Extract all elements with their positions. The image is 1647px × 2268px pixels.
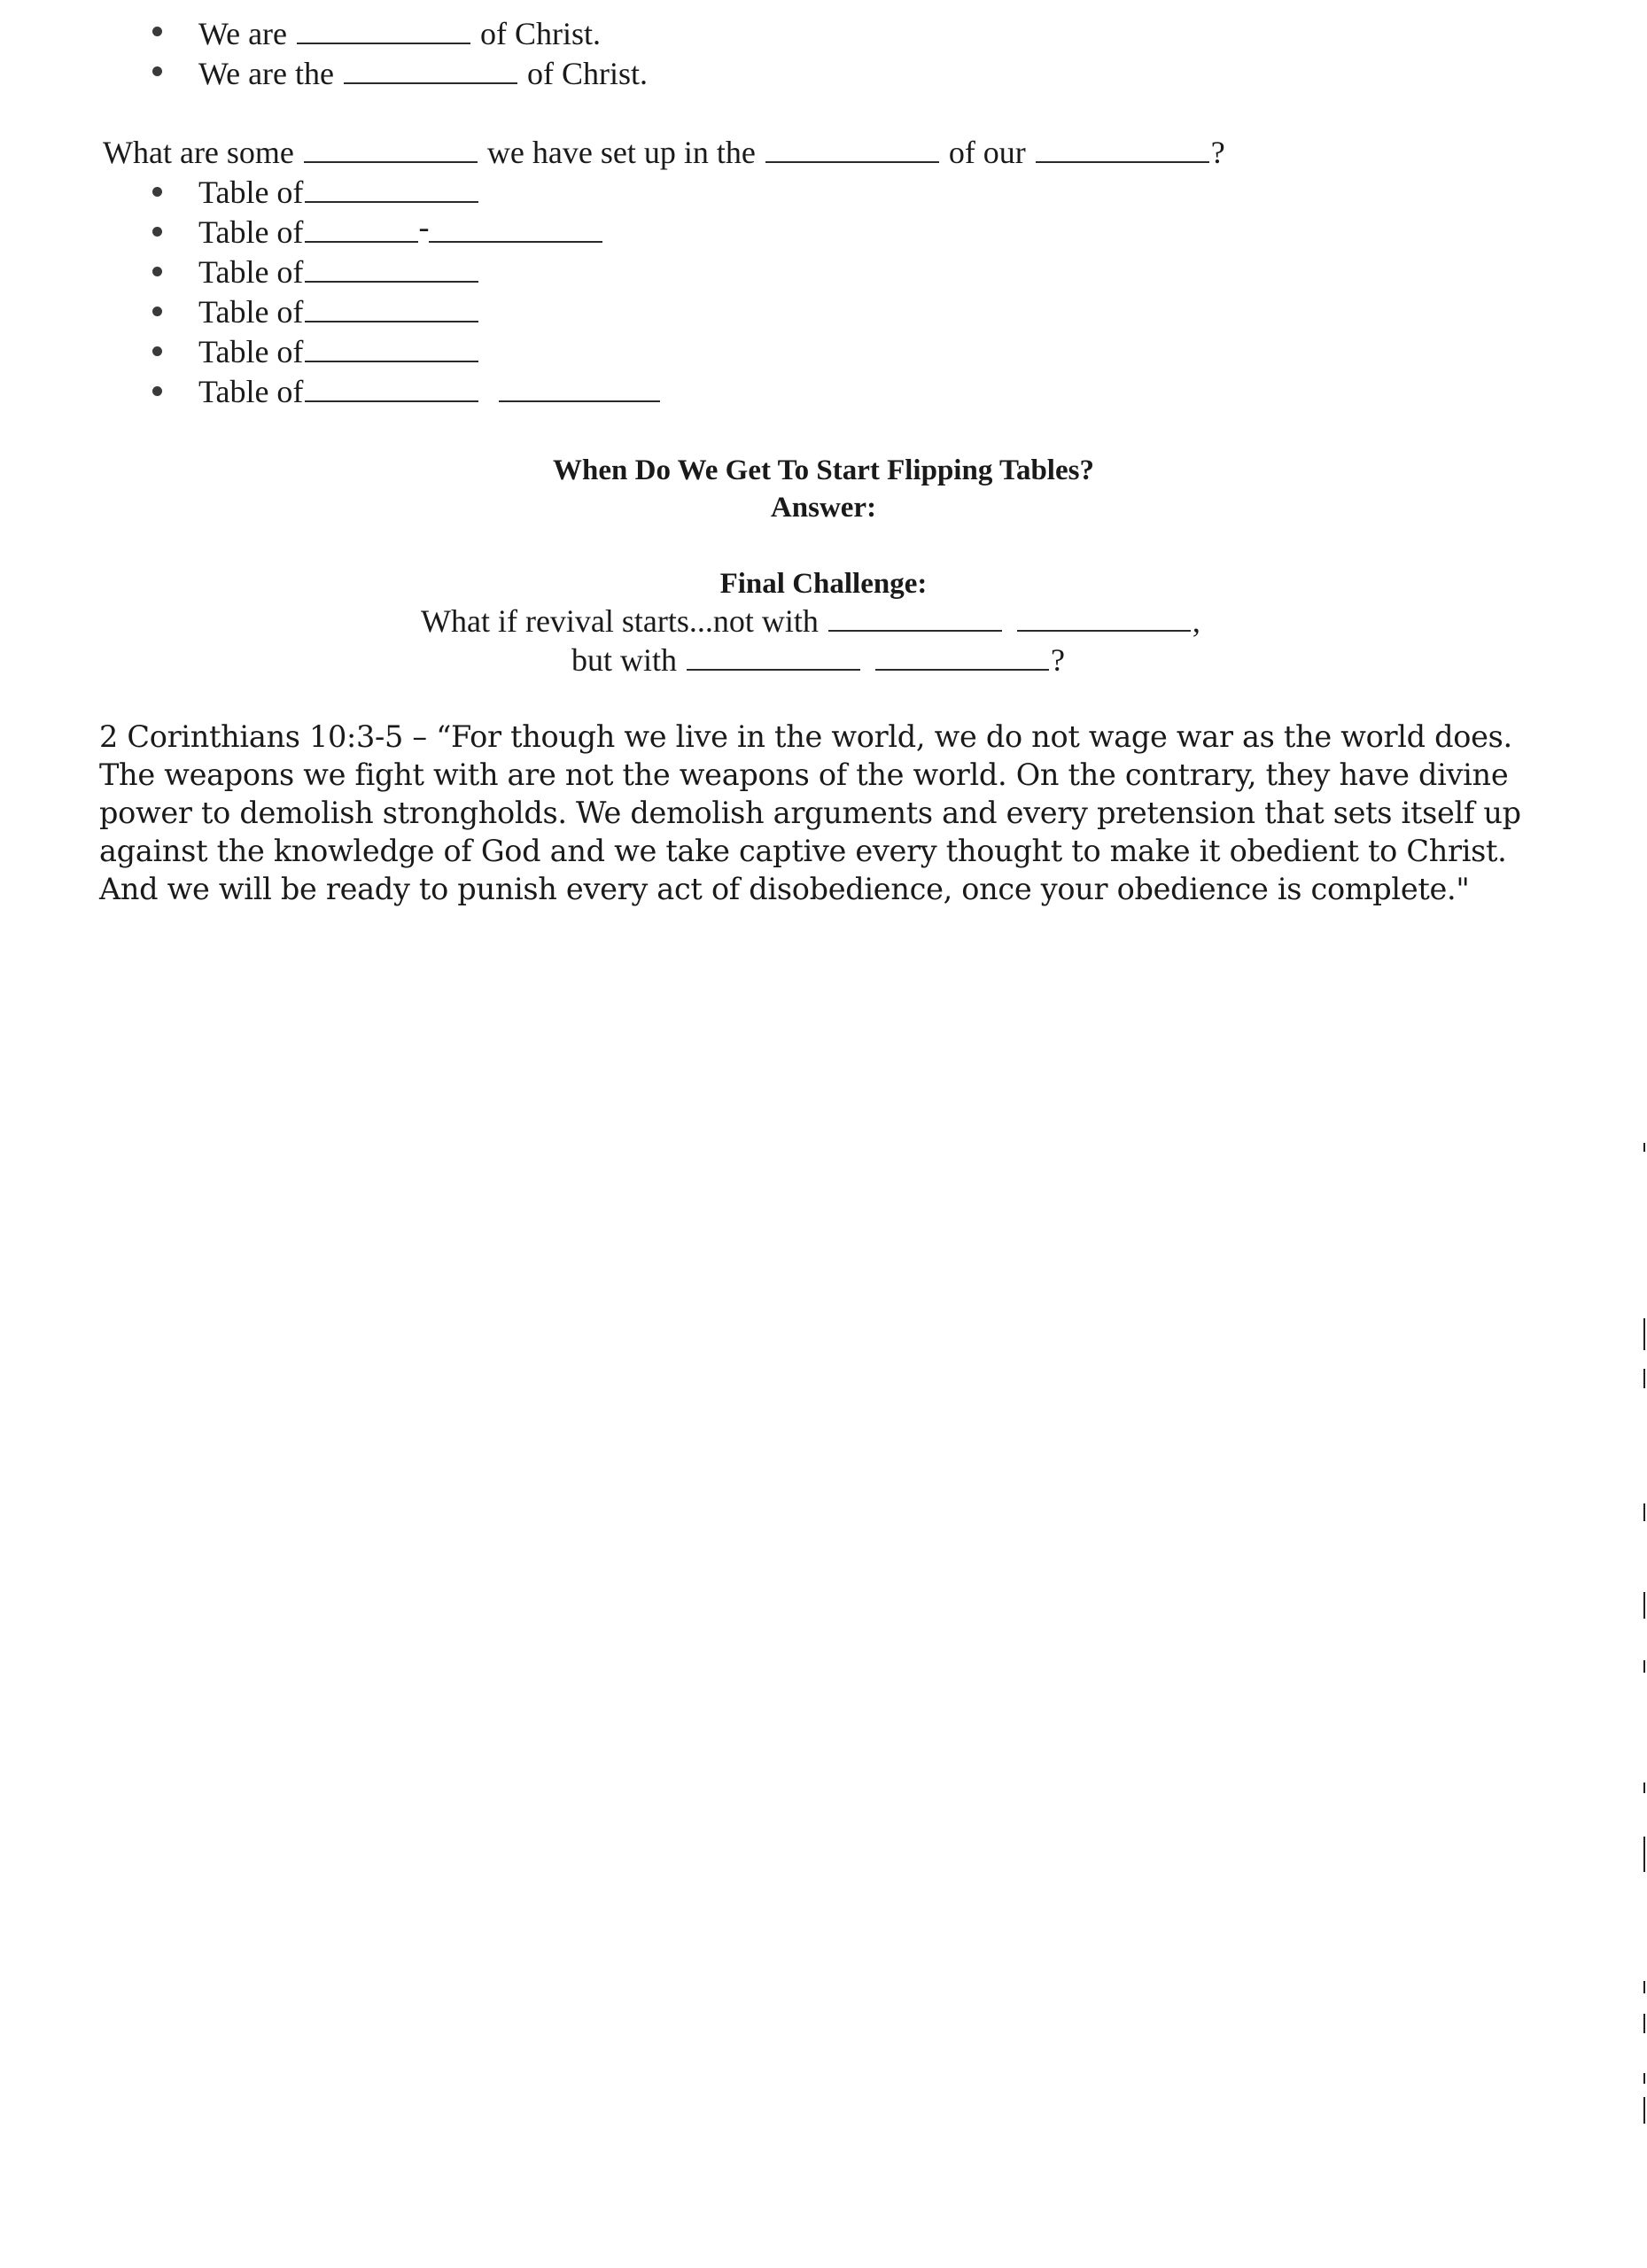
scan-edge-mark	[1643, 1143, 1645, 1152]
scan-edge-mark	[1643, 1837, 1645, 1872]
challenge-qmark: ?	[1051, 642, 1065, 678]
table-item-1	[198, 176, 480, 208]
fill-in-blank[interactable]	[429, 241, 602, 243]
bullet-icon	[152, 307, 162, 316]
question-line	[103, 136, 1225, 168]
table-item-label: Table of	[198, 214, 304, 250]
table-item-label: Table of	[198, 294, 304, 330]
challenge-line-2	[571, 644, 1065, 676]
intro-bullet-1-after: of Christ.	[480, 16, 602, 51]
challenge-line-1	[421, 605, 1200, 637]
fill-in-blank[interactable]	[765, 161, 939, 163]
fill-in-blank[interactable]	[297, 43, 470, 44]
fill-in-blank[interactable]	[1017, 630, 1191, 632]
scan-edge-mark	[1643, 1981, 1645, 1993]
bullet-icon	[152, 267, 162, 276]
fill-in-blank[interactable]	[499, 400, 660, 402]
challenge-line-1-text: What if revival starts...not with	[421, 603, 819, 639]
final-challenge-heading: Final Challenge:	[719, 568, 928, 600]
fill-in-blank[interactable]	[828, 630, 1002, 632]
fill-in-blank[interactable]	[304, 161, 478, 163]
fill-in-blank[interactable]	[305, 241, 418, 243]
scan-edge-mark	[1643, 1660, 1645, 1673]
table-item-label: Table of	[198, 334, 304, 369]
fill-in-blank[interactable]	[344, 82, 517, 84]
table-item-label: Table of	[198, 254, 304, 290]
scan-edge-mark	[1643, 2073, 1645, 2084]
scan-edge-mark	[1643, 1783, 1645, 1793]
challenge-line-2-text: but with	[571, 642, 678, 678]
question-part-3: of our	[948, 135, 1026, 170]
fill-in-blank[interactable]	[1036, 161, 1209, 163]
table-item-5	[198, 336, 480, 368]
scripture-verse: 2 Corinthians 10:3-5 – “For though we live in the world, we do not wage war as the world does. The weapons we fight with are not the weapons of the world. On the contrary, they have divine power to demolish strongholds. We demolish arguments and every pretension that sets itself up against the knowledge of God and we take captive every thought to make it obedient to Christ. And we will be ready to punish every act of disobedience, once your obedience is complete."	[99, 719, 1521, 906]
intro-bullet-2	[198, 58, 648, 89]
scan-edge-mark	[1643, 1503, 1645, 1521]
table-item-label: Table of	[198, 175, 304, 210]
fill-in-blank[interactable]	[305, 201, 478, 203]
flipping-heading: When Do We Get To Start Flipping Tables?	[553, 454, 1094, 486]
table-item-4	[198, 296, 480, 328]
bullet-icon	[152, 386, 162, 396]
question-part-2: we have set up in the	[486, 135, 756, 170]
table-item-3	[198, 256, 480, 288]
scan-edge-mark	[1643, 1592, 1645, 1619]
answer-label: Answer:	[770, 492, 877, 524]
bullet-icon	[152, 66, 162, 76]
question-part-1: What are some	[103, 135, 294, 170]
scan-edge-mark	[1643, 2097, 1645, 2124]
fill-in-blank[interactable]	[875, 669, 1049, 671]
question-part-4: ?	[1210, 135, 1225, 170]
intro-bullet-1-before: We are	[198, 16, 288, 51]
fill-in-blank[interactable]	[305, 400, 478, 402]
table-item-label: Table of	[198, 374, 304, 409]
fill-in-blank[interactable]	[687, 669, 860, 671]
table-item-2	[198, 209, 604, 250]
bullet-icon	[152, 227, 162, 237]
scan-edge-mark	[1643, 1318, 1645, 1350]
intro-bullet-2-after: of Christ.	[527, 56, 649, 91]
scan-edge-mark	[1643, 1369, 1645, 1388]
fill-in-blank[interactable]	[305, 321, 478, 322]
table-item-6	[198, 376, 662, 408]
intro-bullet-2-before: We are the	[198, 56, 334, 91]
scan-edge-mark	[1643, 2014, 1645, 2033]
fill-in-blank[interactable]	[305, 281, 478, 283]
challenge-comma: ,	[1192, 603, 1200, 639]
intro-bullet-1	[198, 18, 601, 50]
bullet-icon	[152, 187, 162, 197]
bullet-icon	[152, 346, 162, 356]
bullet-icon	[152, 27, 162, 36]
fill-in-blank[interactable]	[305, 361, 478, 362]
table-item-dash: -	[418, 209, 430, 245]
